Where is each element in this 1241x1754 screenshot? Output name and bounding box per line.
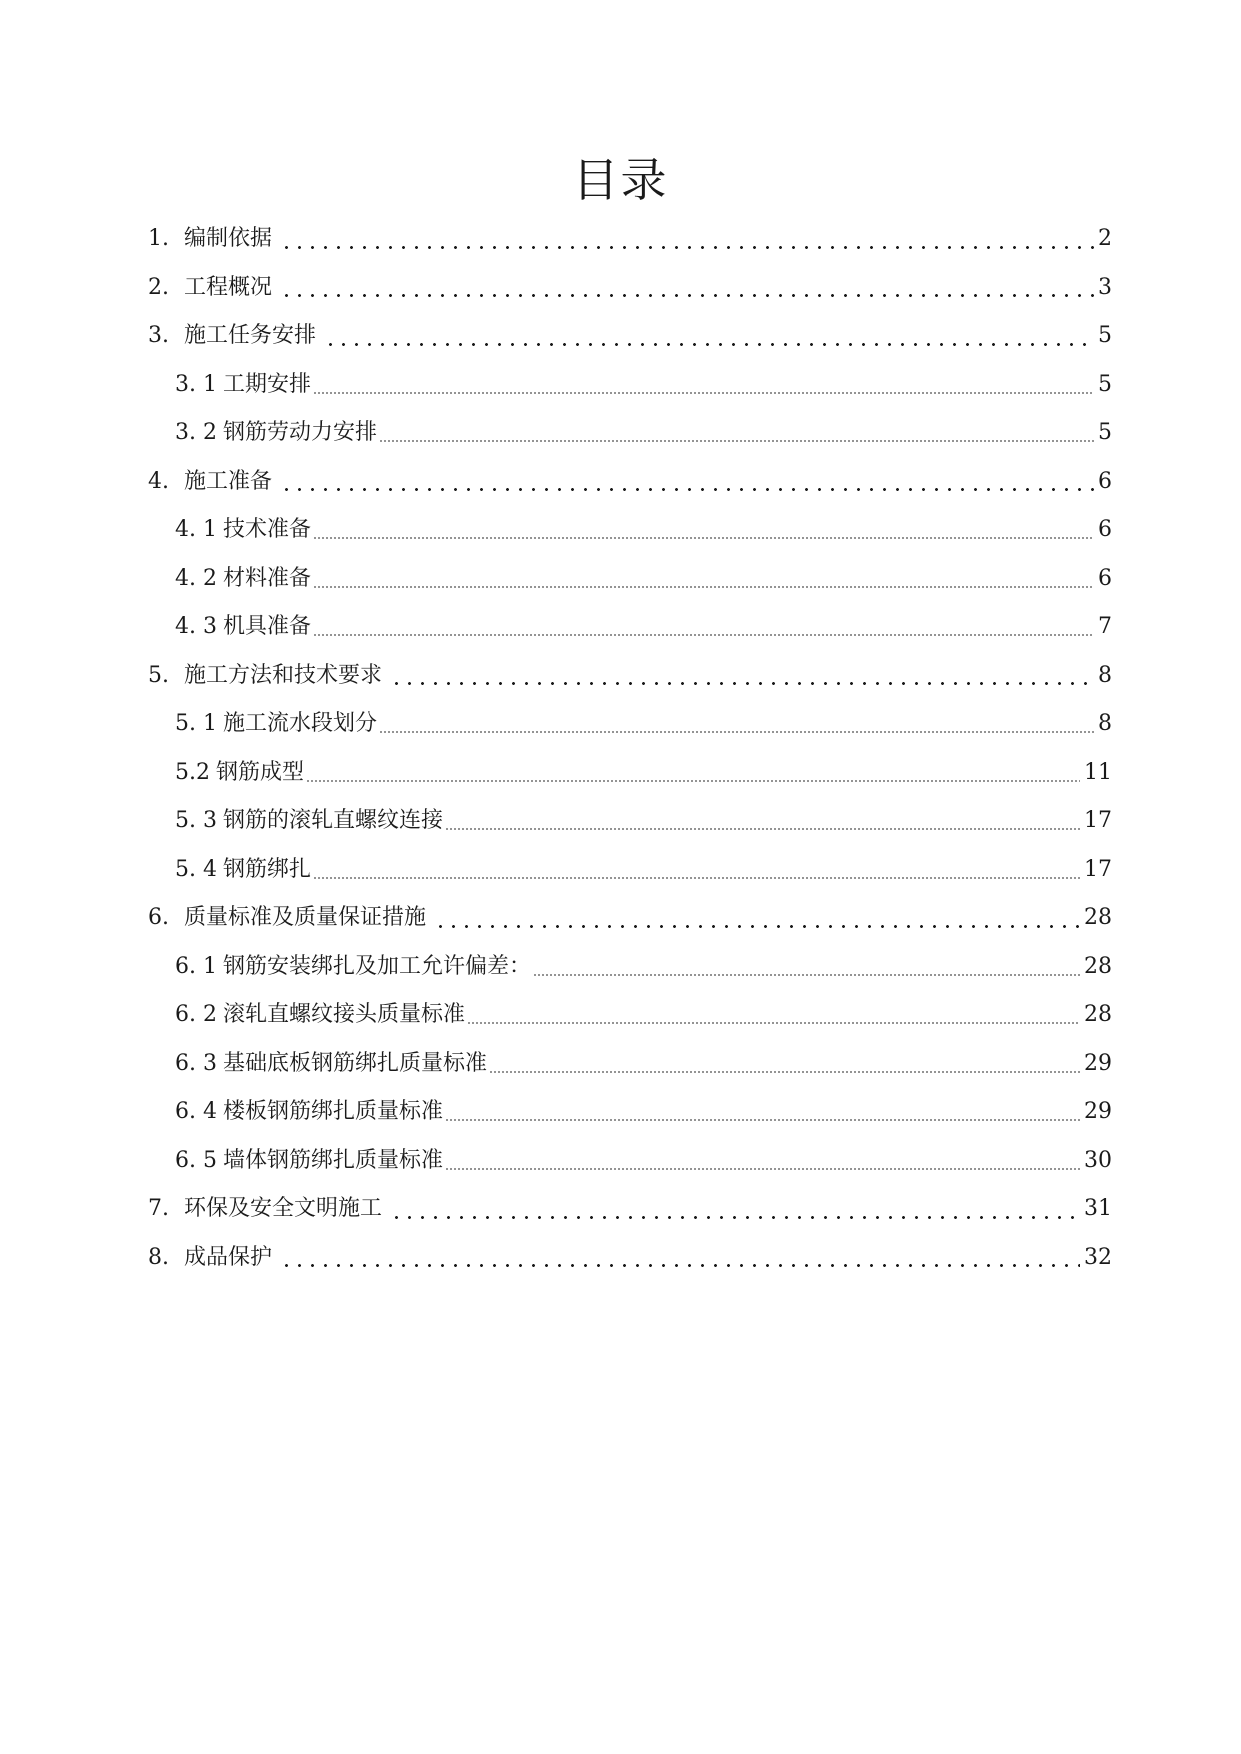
toc-entry-number: 6. 1 <box>175 953 217 979</box>
toc-entry-title: 施工任务安排 <box>184 323 317 348</box>
toc-entry-number: 2. <box>148 274 169 300</box>
toc-entry-number: 1. <box>148 226 169 251</box>
toc-entry-title: 楼板钢筋绑扎质量标准 <box>222 1099 443 1124</box>
toc-entry-number: 5.2 <box>175 759 210 785</box>
toc-entry[interactable] <box>148 1040 1112 1089</box>
dot-leader <box>445 828 1080 830</box>
toc-entry-number: 6. 3 <box>175 1050 217 1076</box>
toc-entry-page-number: 6 <box>1098 468 1112 494</box>
page-title: 目录 <box>572 153 669 207</box>
toc-entry-page-number: 5 <box>1098 323 1112 348</box>
toc-entry-title: 质量标准及质量保证措施 <box>184 905 427 930</box>
toc-entry-page-number: 28 <box>1084 905 1112 930</box>
toc-entry-number: 4. 2 <box>175 565 217 591</box>
toc-entry-page-number: 7 <box>1098 614 1112 639</box>
toc-entry-number: 5. 3 <box>175 808 217 833</box>
toc-entry-title: 钢筋劳动力安排 <box>222 420 377 445</box>
dot-leader <box>313 877 1080 879</box>
toc-entry[interactable] <box>148 894 1112 943</box>
toc-entry-number: 6. 4 <box>175 1099 217 1124</box>
toc-entry-title: 钢筋的滚轧直螺纹连接 <box>222 808 443 833</box>
toc-entry-number: 4. 1 <box>175 517 217 542</box>
toc-entry[interactable] <box>148 652 1112 701</box>
toc-entry[interactable] <box>148 264 1112 313</box>
dot-leader <box>379 440 1094 442</box>
toc-entry-title: 基础底板钢筋绑扎质量标准 <box>222 1050 487 1076</box>
toc-entry-title: 材料准备 <box>222 565 311 591</box>
toc-entry-page-number: 31 <box>1084 1196 1112 1221</box>
dot-leader <box>280 1264 1080 1268</box>
dot-leader <box>445 1168 1080 1170</box>
toc-entry-number: 6. 5 <box>175 1147 217 1173</box>
toc-entry[interactable] <box>148 312 1112 361</box>
toc-entry-page-number: 17 <box>1084 856 1112 882</box>
toc-entry-number: 5. 1 <box>175 711 217 736</box>
toc-entry[interactable] <box>148 1234 1112 1283</box>
dot-leader <box>390 1215 1080 1219</box>
toc-entry[interactable] <box>148 797 1112 846</box>
toc-entry-page-number: 8 <box>1098 711 1112 736</box>
dot-leader <box>280 488 1094 492</box>
toc-entry[interactable] <box>148 1185 1112 1234</box>
toc-entry-title: 工期安排 <box>222 371 311 397</box>
dot-leader <box>313 537 1094 539</box>
toc-entry[interactable] <box>148 846 1112 895</box>
toc-entry[interactable] <box>148 1137 1112 1186</box>
toc-entry-number: 5. 4 <box>175 856 217 882</box>
toc-entry-title: 钢筋绑扎 <box>222 856 311 882</box>
toc-entry-number: 3. <box>148 323 169 348</box>
dot-leader <box>280 294 1094 298</box>
dot-leader <box>280 245 1094 249</box>
toc-entry-title: 钢筋安装绑扎及加工允许偏差： <box>222 953 531 979</box>
dot-leader <box>306 780 1080 782</box>
dot-leader <box>489 1071 1080 1073</box>
toc-entry-page-number: 6 <box>1098 517 1112 542</box>
toc-entry-number: 6. 2 <box>175 1002 217 1027</box>
dot-leader <box>379 731 1094 733</box>
toc-entry-page-number: 11 <box>1084 759 1112 785</box>
toc-entry-title: 环保及安全文明施工 <box>184 1196 383 1221</box>
dot-leader <box>313 392 1094 394</box>
toc-entry-number: 7. <box>148 1196 169 1221</box>
toc-entry[interactable] <box>148 215 1112 264</box>
dot-leader <box>445 1119 1080 1121</box>
table-of-contents <box>148 215 1112 1282</box>
dot-leader <box>324 342 1094 346</box>
toc-entry-page-number: 29 <box>1084 1099 1112 1124</box>
toc-entry-number: 3. 2 <box>175 420 217 445</box>
toc-entry-title: 工程概况 <box>184 274 273 300</box>
dot-leader <box>467 1022 1080 1024</box>
toc-entry[interactable] <box>148 409 1112 458</box>
toc-entry-number: 8. <box>148 1244 169 1270</box>
dot-leader <box>313 586 1094 588</box>
toc-entry-number: 6. <box>148 905 169 930</box>
toc-entry-title: 编制依据 <box>184 226 273 251</box>
toc-entry[interactable] <box>148 506 1112 555</box>
toc-entry-page-number: 2 <box>1098 226 1112 251</box>
toc-entry-number: 3. 1 <box>175 371 217 397</box>
toc-entry-page-number: 32 <box>1084 1244 1112 1270</box>
toc-entry[interactable] <box>148 700 1112 749</box>
toc-entry-number: 4. <box>148 468 169 494</box>
toc-entry[interactable] <box>148 1088 1112 1137</box>
toc-entry-title: 施工方法和技术要求 <box>184 662 383 688</box>
toc-entry-page-number: 28 <box>1084 953 1112 979</box>
toc-entry-page-number: 5 <box>1098 420 1112 445</box>
toc-entry[interactable] <box>148 458 1112 507</box>
dot-leader <box>533 974 1080 976</box>
toc-entry-page-number: 8 <box>1098 662 1112 688</box>
toc-entry-number: 4. 3 <box>175 614 217 639</box>
toc-entry-number: 5. <box>148 662 169 688</box>
toc-entry-title: 成品保护 <box>184 1244 273 1270</box>
toc-entry[interactable] <box>148 361 1112 410</box>
toc-entry-title: 钢筋成型 <box>216 759 305 785</box>
toc-entry[interactable] <box>148 603 1112 652</box>
toc-entry[interactable] <box>148 749 1112 798</box>
toc-entry-title: 施工准备 <box>184 468 273 494</box>
toc-entry-title: 墙体钢筋绑扎质量标准 <box>222 1147 443 1173</box>
toc-entry-page-number: 17 <box>1084 808 1112 833</box>
toc-entry[interactable] <box>148 555 1112 604</box>
toc-entry[interactable] <box>148 991 1112 1040</box>
toc-entry-page-number: 28 <box>1084 1002 1112 1027</box>
dot-leader <box>434 924 1080 928</box>
toc-entry-title: 技术准备 <box>222 517 311 542</box>
dot-leader <box>390 682 1094 686</box>
toc-entry-title: 施工流水段划分 <box>222 711 377 736</box>
toc-entry-page-number: 3 <box>1098 274 1112 300</box>
toc-entry-page-number: 29 <box>1084 1050 1112 1076</box>
toc-entry-page-number: 5 <box>1098 371 1112 397</box>
toc-entry-title: 滚轧直螺纹接头质量标准 <box>222 1002 465 1027</box>
dot-leader <box>313 634 1094 636</box>
toc-entry-title: 机具准备 <box>222 614 311 639</box>
toc-entry-page-number: 6 <box>1098 565 1112 591</box>
toc-entry[interactable] <box>148 943 1112 992</box>
toc-entry-page-number: 30 <box>1084 1147 1112 1173</box>
